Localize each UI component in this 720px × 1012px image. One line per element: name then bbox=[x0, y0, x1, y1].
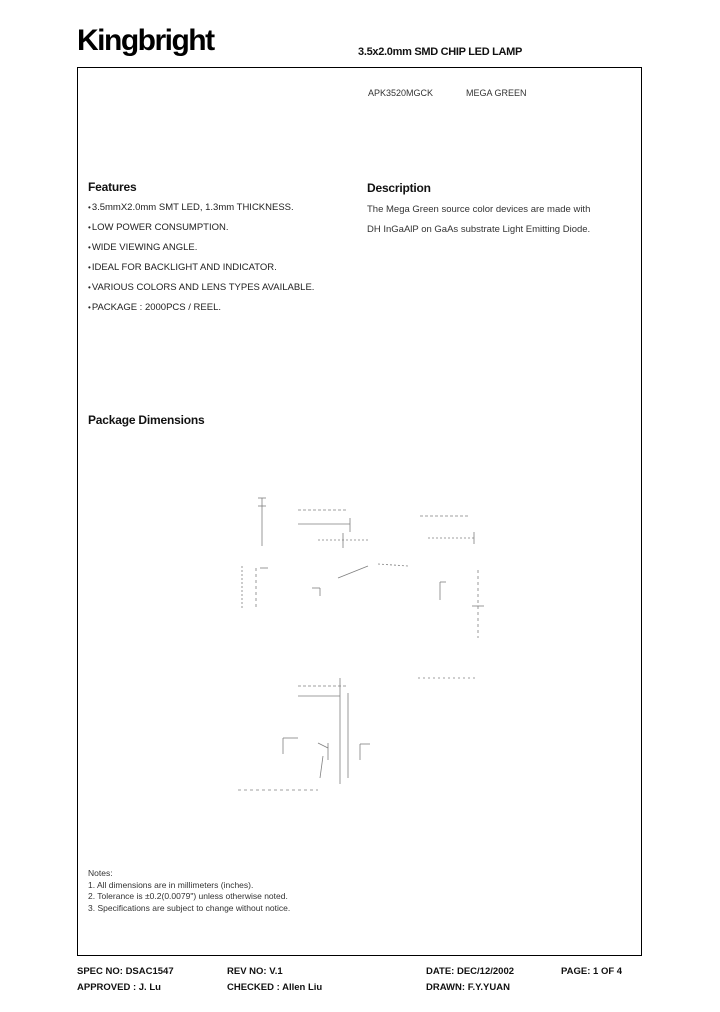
revision-number bbox=[227, 966, 283, 977]
approved-by bbox=[77, 982, 161, 993]
checked-value: Allen Liu bbox=[282, 982, 323, 993]
part-number: APK3520MGCK bbox=[368, 88, 434, 98]
feature-item: • LOW POWER CONSUMPTION. bbox=[88, 222, 314, 242]
revision-value: V.1 bbox=[269, 966, 283, 977]
spec-number bbox=[77, 966, 174, 977]
description-text: The Mega Green source color devices are made with bbox=[367, 204, 591, 215]
date-value: DEC/12/2002 bbox=[456, 966, 515, 977]
features-list bbox=[88, 202, 314, 322]
page-label: PAGE: bbox=[561, 966, 594, 977]
approved-value: J. Lu bbox=[138, 982, 161, 993]
checked-label: CHECKED : bbox=[227, 982, 283, 993]
page-value: 1 OF 4 bbox=[593, 966, 623, 977]
date-label: DATE: bbox=[426, 966, 457, 977]
drawn-label: DRAWN: bbox=[426, 982, 468, 993]
checked-by bbox=[227, 982, 322, 993]
drawn-value: F.Y.YUAN bbox=[467, 982, 510, 993]
spec-number-value: DSAC1547 bbox=[125, 966, 174, 977]
feature-item: • IDEAL FOR BACKLIGHT AND INDICATOR. bbox=[88, 262, 314, 282]
feature-item: • 3.5mmX2.0mm SMT LED, 1.3mm THICKNESS. bbox=[88, 202, 314, 222]
notes-block bbox=[88, 868, 290, 914]
package-dimension-drawing bbox=[228, 488, 498, 808]
document-date bbox=[426, 966, 514, 977]
description-text: DH InGaAlP on GaAs substrate Light Emitting Diode. bbox=[367, 224, 591, 235]
page-indicator bbox=[561, 966, 622, 977]
document-title: 3.5x2.0mm SMD CHIP LED LAMP bbox=[358, 46, 523, 58]
features-heading: Features bbox=[88, 180, 137, 194]
note-item: 3. Specifications are subject to change without notice. bbox=[88, 902, 291, 913]
description-heading: Description bbox=[367, 181, 431, 195]
approved-label: APPROVED : bbox=[77, 982, 139, 993]
notes-title: Notes: bbox=[88, 868, 113, 878]
feature-item: • PACKAGE : 2000PCS / REEL. bbox=[88, 302, 314, 322]
part-color: MEGA GREEN bbox=[466, 88, 527, 98]
feature-item: • WIDE VIEWING ANGLE. bbox=[88, 242, 314, 262]
package-dimensions-heading: Package Dimensions bbox=[88, 413, 205, 427]
drawn-by bbox=[426, 982, 510, 993]
note-item: 2. Tolerance is ±0.2(0.0079") unless otherwise noted. bbox=[88, 891, 288, 901]
feature-item: • VARIOUS COLORS AND LENS TYPES AVAILABLE. bbox=[88, 282, 314, 302]
note-item: 1. All dimensions are in millimeters (inches). bbox=[88, 879, 254, 890]
brand-logo: Kingbright bbox=[77, 24, 214, 57]
spec-number-label: SPEC NO: bbox=[77, 966, 126, 977]
revision-label: REV NO: bbox=[227, 966, 270, 977]
